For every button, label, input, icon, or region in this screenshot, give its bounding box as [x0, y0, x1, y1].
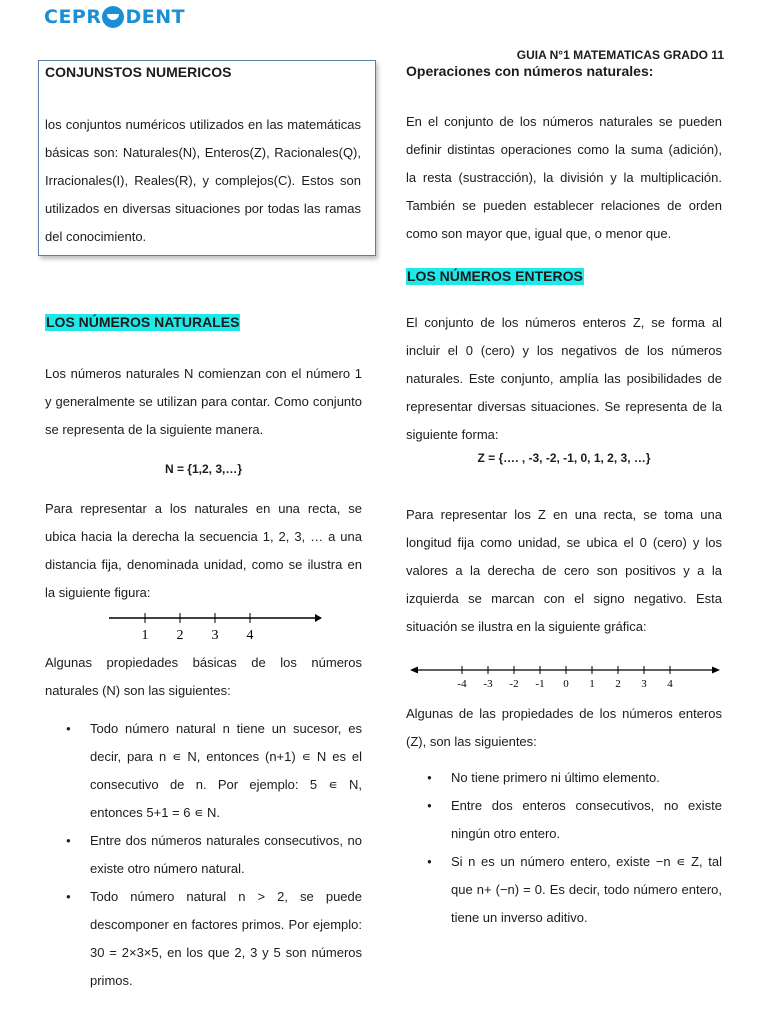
enteros-tick-label: 4	[667, 678, 673, 690]
conjuntos-box	[38, 60, 376, 256]
enteros-tick-label: -4	[457, 678, 467, 690]
list-item: ● No tiene primero ni último elemento.	[451, 764, 722, 792]
logo-smile-icon	[102, 6, 124, 28]
conjuntos-title: CONJUNSTOS NUMERICOS	[45, 64, 232, 80]
left-column	[45, 60, 362, 995]
naturales-recta-text: Para representar a los naturales en una recta, se ubica hacia la derecha la secuencia 1, 2, 3, … a una distancia fija, denominada unidad, como se ilustra en la siguiente figura:	[45, 501, 362, 600]
enteros-recta-text: Para representar los Z en una recta, se toma una longitud fija como unidad, se ubica el 0 (cero) y los valores a la derecha de cero son positivos y a la izquierda se marcan con el signo negativo. Esta situación se ilustra en la siguiente gráfica:	[406, 507, 722, 634]
conjuntos-text: los conjuntos numéricos utilizados en las matemáticas básicas son: Naturales(N), Enteros(Z), Racionales(Q), Irracionales(I), Reales(R), y complejos(C). Estos son utilizados en diversas situaciones por todas las ramas del conocimiento.	[45, 117, 361, 244]
enteros-set: Z = {…. , -3, -2, -1, 0, 1, 2, 3, …}	[477, 451, 651, 465]
logo-text-right: DENT	[125, 6, 186, 28]
naturales-heading: LOS NÚMEROS NATURALES	[46, 314, 240, 330]
enteros-tick-label: 3	[641, 678, 647, 690]
enteros-tick-label: -3	[483, 678, 493, 690]
naturales-arrow	[315, 614, 322, 622]
enteros-tick-label: -2	[509, 678, 519, 690]
enteros-arrow-left	[410, 667, 418, 674]
enteros-intro: El conjunto de los números enteros Z, se forma al incluir el 0 (cero) y los negativos de los números naturales. Este conjunto, amplía las posibilidades de representar diversas situaciones. Se representa de la siguiente forma:	[406, 315, 722, 442]
naturales-properties-list	[45, 715, 362, 995]
naturales-tick-label: 2	[176, 628, 184, 643]
list-item: ● Entre dos números naturales consecutivos, no existe otro número natural.	[90, 827, 362, 883]
logo-text-left: CEPR	[44, 6, 102, 28]
list-item: ● Entre dos enteros consecutivos, no existe ningún otro entero.	[451, 792, 722, 848]
naturales-number-line	[45, 607, 362, 645]
enteros-tick-label: 0	[563, 678, 569, 690]
ceprodent-logo	[44, 6, 185, 28]
naturales-tick-label: 3	[211, 628, 219, 643]
list-item: ● Todo número natural n > 2, se puede descomponer en factores primos. Por ejemplo: 30 = 2×3×5, en los que 2, 3 y 5 son números primos.	[90, 883, 362, 995]
naturales-propiedades-intro: Algunas propiedades básicas de los números naturales (N) son las siguientes:	[45, 655, 362, 698]
enteros-propiedades-intro: Algunas de las propiedades de los números enteros (Z), son las siguientes:	[406, 706, 722, 749]
enteros-tick-label: 1	[589, 678, 595, 690]
list-item: ● Todo número natural n tiene un sucesor, es decir, para n ∊ N, entonces (n+1) ∊ N es el consecutivo de n. Por ejemplo: 5 ∊ N, entonces 5+1 = 6 ∊ N.	[90, 715, 362, 827]
enteros-properties-list	[406, 764, 722, 932]
operaciones-title: Operaciones con números naturales:	[406, 63, 654, 79]
right-column	[406, 60, 722, 932]
operaciones-text: En el conjunto de los números naturales se pueden definir distintas operaciones como la suma (adición), la resta (sustracción), la división y la multiplicación. También se pueden establecer relaciones de orden como son mayor que, igual que, o menor que.	[406, 114, 722, 241]
enteros-tick-label: 2	[615, 678, 621, 690]
naturales-set: N = {1,2, 3,…}	[164, 462, 243, 476]
naturales-tick-label: 1	[141, 628, 149, 643]
document-title: GUIA N°1 MATEMATICAS GRADO 11	[516, 48, 724, 62]
enteros-number-line	[408, 657, 728, 697]
enteros-tick-label: -1	[535, 678, 545, 690]
naturales-tick-label: 4	[246, 628, 254, 643]
enteros-arrow-right	[712, 667, 720, 674]
naturales-intro: Los números naturales N comienzan con el número 1 y generalmente se utilizan para contar. Como conjunto se representa de la siguiente manera.	[45, 366, 362, 437]
enteros-heading: LOS NÚMEROS ENTEROS	[407, 268, 583, 284]
list-item: ● Si n es un número entero, existe −n ∊ Z, tal que n+ (−n) = 0. Es decir, todo número entero, tiene un inverso aditivo.	[451, 848, 722, 932]
